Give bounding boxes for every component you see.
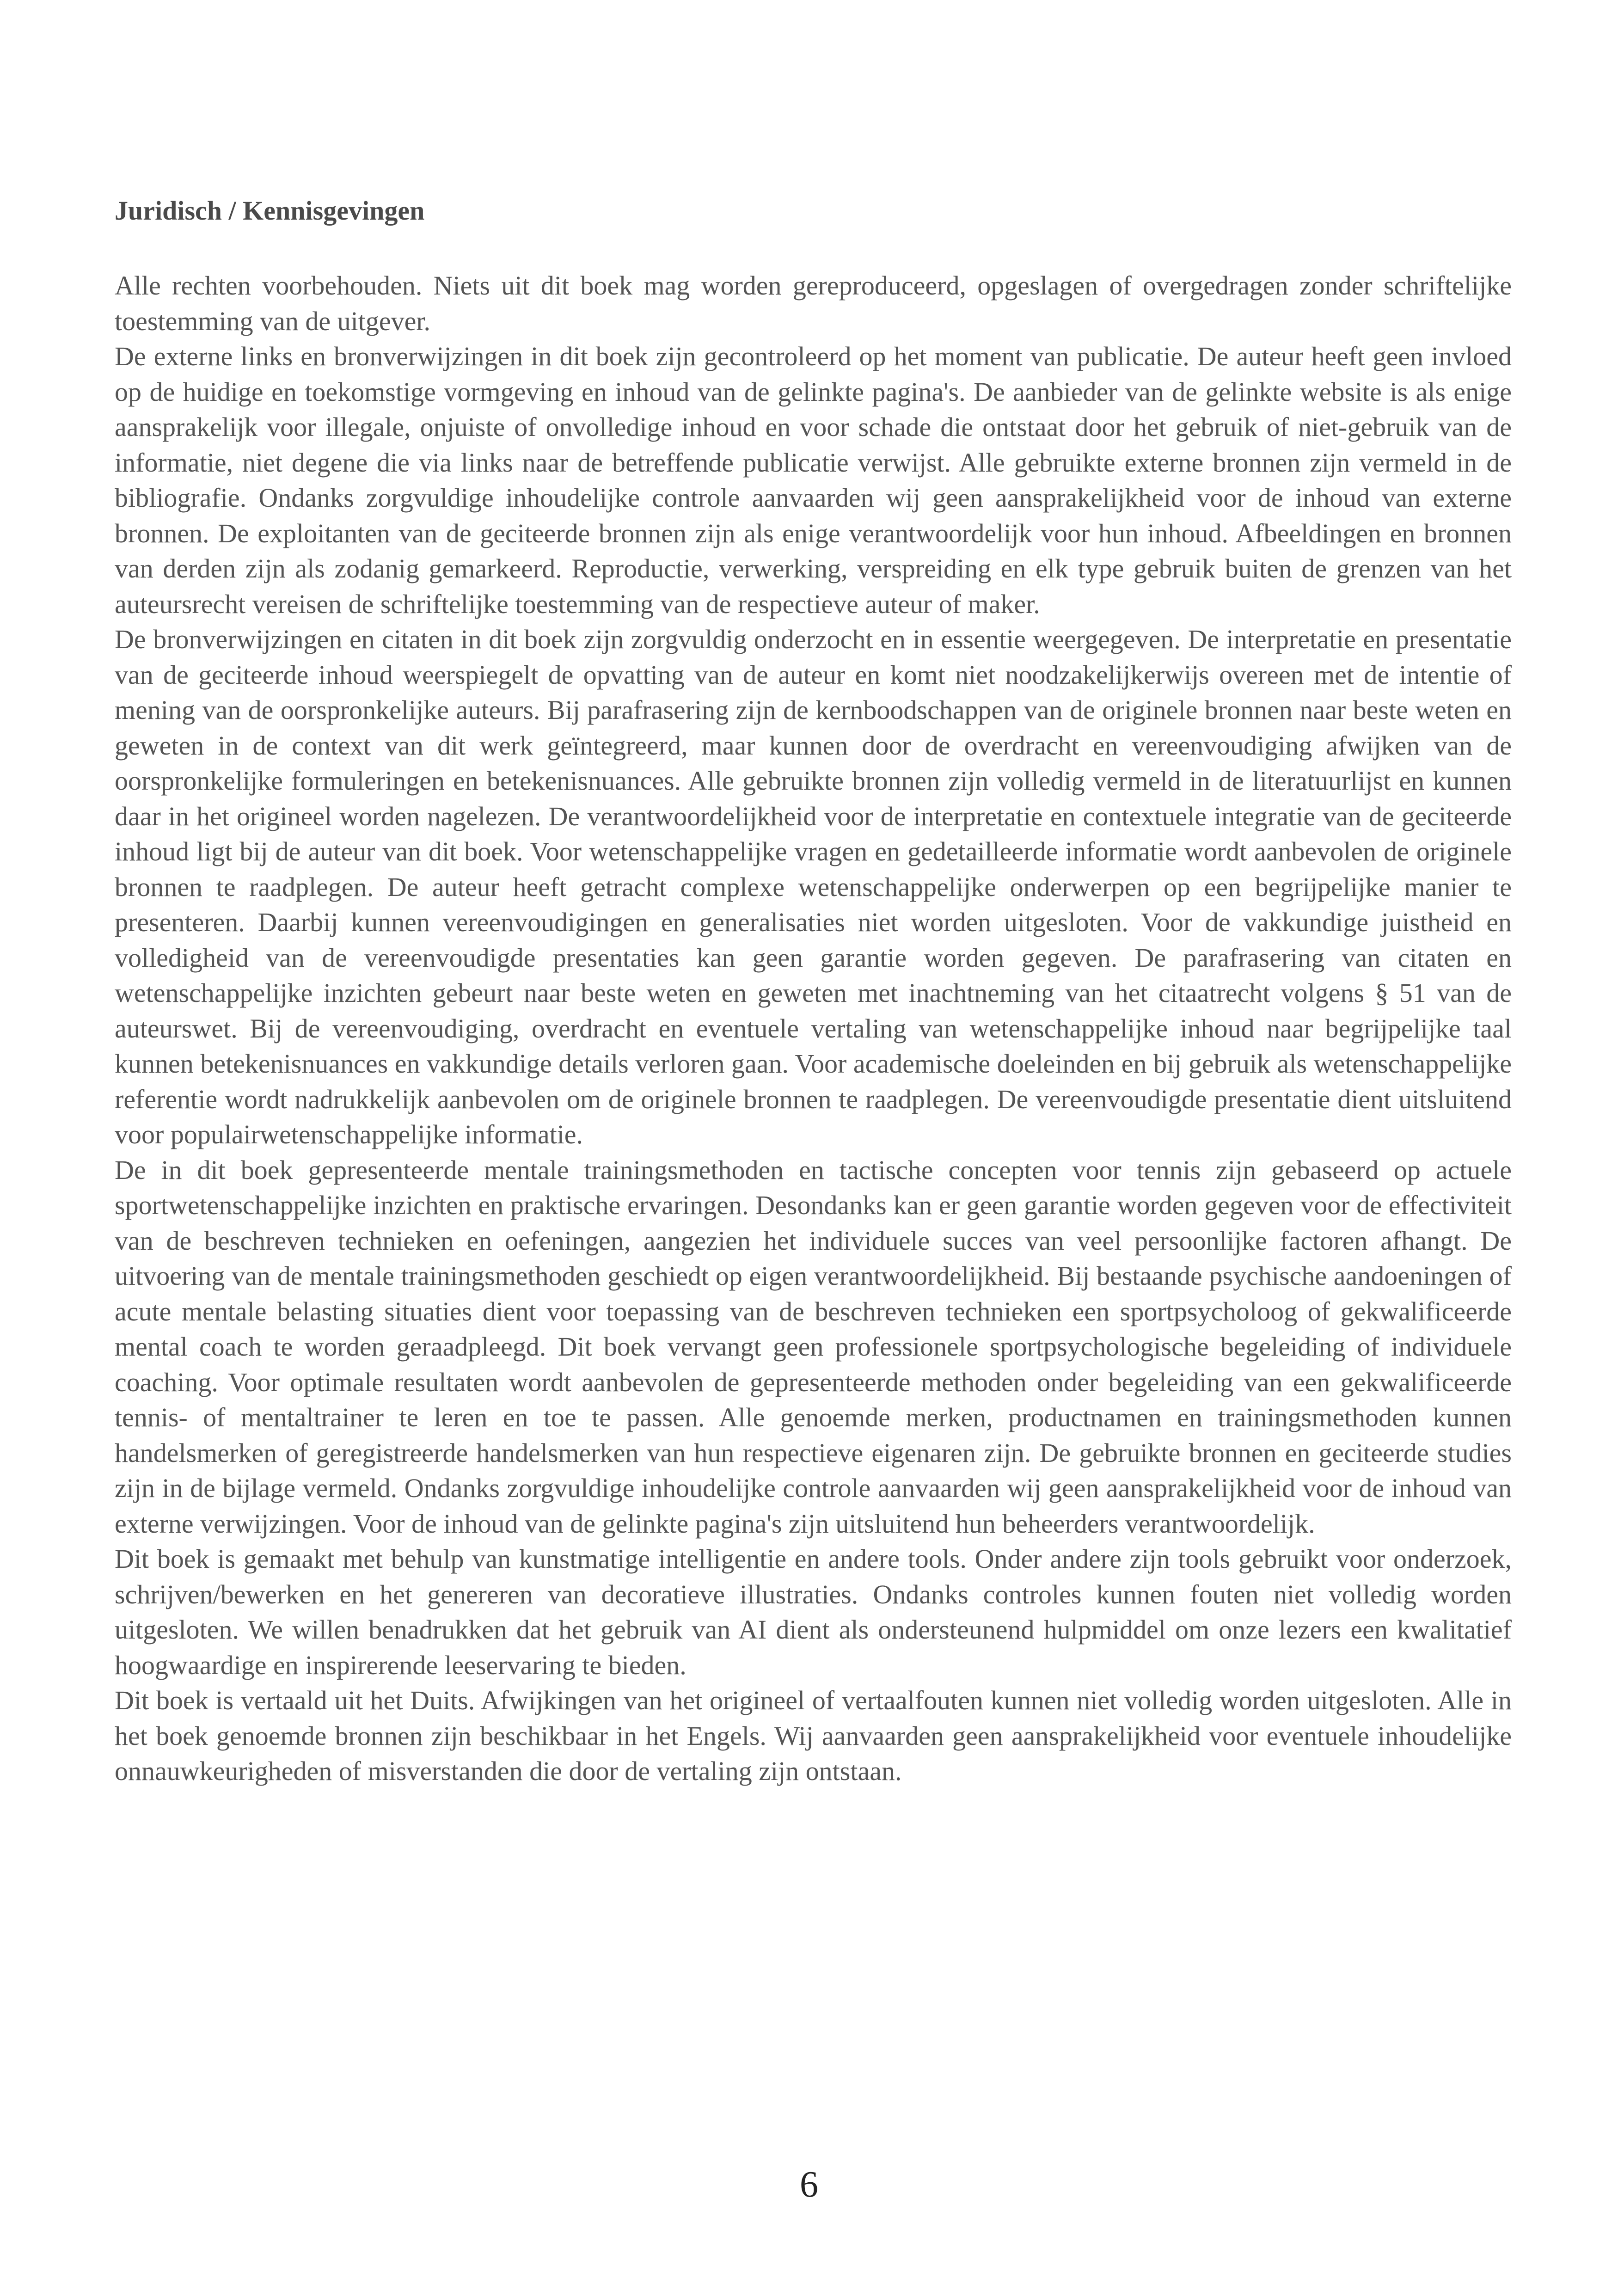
paragraph-translation: Dit boek is vertaald uit het Duits. Afwijkingen van het origineel of vertaalfouten kunnen niet volledig worden uitgesloten. Alle in het boek genoemde bronnen zijn beschikbaar in het Engels. Wij aanvaarden geen aansprakelijkheid voor eventuele inhoudelijke onnauwkeurigheden of misverstanden die door de vertaling zijn ontstaan.: [115, 1685, 1512, 1786]
document-page: [115, 194, 1512, 1789]
paragraph-ai-usage: Dit boek is gemaakt met behulp van kunstmatige intelligentie en andere tools. Onder andere zijn tools gebruikt voor onderzoek, schrijven/bewerken en het genereren van decoratieve illustraties. Ondanks controles kunnen fouten niet volledig worden uitgesloten. We willen benadrukken dat het gebruik van AI dient als ondersteunend hulpmiddel om onze lezers een kwalitatief hoogwaardige en inspirerende leeservaring te bieden.: [115, 1544, 1512, 1680]
page-number: 6: [800, 2164, 818, 2205]
paragraph-external-links: De externe links en bronverwijzingen in dit boek zijn gecontroleerd op het moment van publicatie. De auteur heeft geen invloed op de huidige en toekomstige vormgeving en inhoud van de gelinkte pagina's. De aanbieder van de gelinkte website is als enige aansprakelijk voor illegale, onjuiste of onvolledige inhoud en voor schade die ontstaat door het gebruik of niet-gebruik van de informatie, niet degene die via links naar de betreffende publicatie verwijst. Alle gebruikte externe bronnen zijn vermeld in de bibliografie. Ondanks zorgvuldige inhoudelijke controle aanvaarden wij geen aansprakelijkheid voor de inhoud van externe bronnen. De exploitanten van de geciteerde bronnen zijn als enige verantwoordelijk voor hun inhoud. Afbeeldingen en bronnen van derden zijn als zodanig gemarkeerd. Reproductie, verwerking, verspreiding en elk type gebruik buiten de grenzen van het auteursrecht vereisen de schriftelijke toestemming van de respectieve auteur of maker.: [115, 341, 1512, 619]
page-heading: Juridisch / Kennisgevingen: [115, 196, 425, 226]
paragraph-citations: De bronverwijzingen en citaten in dit boek zijn zorgvuldig onderzocht en in essentie weergegeven. De interpretatie en presentatie van de geciteerde inhoud weerspiegelt de opvatting van de auteur en komt niet noodzakelijkerwijs overeen met de intentie of mening van de oorspronkelijke auteurs. Bij parafrasering zijn de kernboodschappen van de originele bronnen naar beste weten en geweten in de context van dit werk geïntegreerd, maar kunnen door de overdracht en vereenvoudiging afwijken van de oorspronkelijke formuleringen en betekenisnuances. Alle gebruikte bronnen zijn volledig vermeld in de literatuurlijst en kunnen daar in het origineel worden nagelezen. De verantwoordelijkheid voor de interpretatie en contextuele integratie van de geciteerde inhoud ligt bij de auteur van dit boek. Voor wetenschappelijke vragen en gedetailleerde informatie wordt aanbevolen de originele bronnen te raadplegen. De auteur heeft getracht complexe wetenschappelijke onderwerpen op een begrijpelijke manier te presenteren. Daarbij kunnen vereenvoudigingen en generalisaties niet worden uitgesloten. Voor de vakkundige juistheid en volledigheid van de vereenvoudigde presentaties kan geen garantie worden gegeven. De parafrasering van citaten en wetenschappelijke inzichten gebeurt naar beste weten en geweten met inachtneming van het citaatrecht volgens § 51 van de auteurswet. Bij de vereenvoudiging, overdracht en eventuele vertaling van wetenschappelijke inhoud naar begrijpelijke taal kunnen betekenisnuances en vakkundige details verloren gaan. Voor academische doeleinden en bij gebruik als wetenschappelijke referentie wordt nadrukkelijk aanbevolen om de originele bronnen te raadplegen. De vereenvoudigde presentatie dient uitsluitend voor populairwetenschappelijke informatie.: [115, 624, 1512, 1149]
paragraph-training-methods: De in dit boek gepresenteerde mentale trainingsmethoden en tactische concepten voor tennis zijn gebaseerd op actuele sportwetenschappelijke inzichten en praktische ervaringen. Desondanks kan er geen garantie worden gegeven voor de effectiviteit van de beschreven technieken en oefeningen, aangezien het individuele succes van veel persoonlijke factoren afhangt. De uitvoering van de mentale trainingsmethoden geschiedt op eigen verantwoordelijkheid. Bij bestaande psychische aandoeningen of acute mentale belasting situaties dient voor toepassing van de beschreven technieken een sportpsycholoog of gekwalificeerde mental coach te worden geraadpleegd. Dit boek vervangt geen professionele sportpsychologische begeleiding of individuele coaching. Voor optimale resultaten wordt aanbevolen de gepresenteerde methoden onder begeleiding van een gekwalificeerde tennis- of mentaltrainer te leren en toe te passen. Alle genoemde merken, productnamen en trainingsmethoden kunnen handelsmerken of geregistreerde handelsmerken van hun respectieve eigenaren zijn. De gebruikte bronnen en geciteerde studies zijn in de bijlage vermeld. Ondanks zorgvuldige inhoudelijke controle aanvaarden wij geen aansprakelijkheid voor de inhoud van externe verwijzingen. Voor de inhoud van de gelinkte pagina's zijn uitsluitend hun beheerders verantwoordelijk.: [115, 1154, 1512, 1539]
paragraph-copyright: Alle rechten voorbehouden. Niets uit dit boek mag worden gereproduceerd, opgeslagen of overgedragen zonder schriftelijke toestemming van de uitgever.: [115, 270, 1512, 336]
